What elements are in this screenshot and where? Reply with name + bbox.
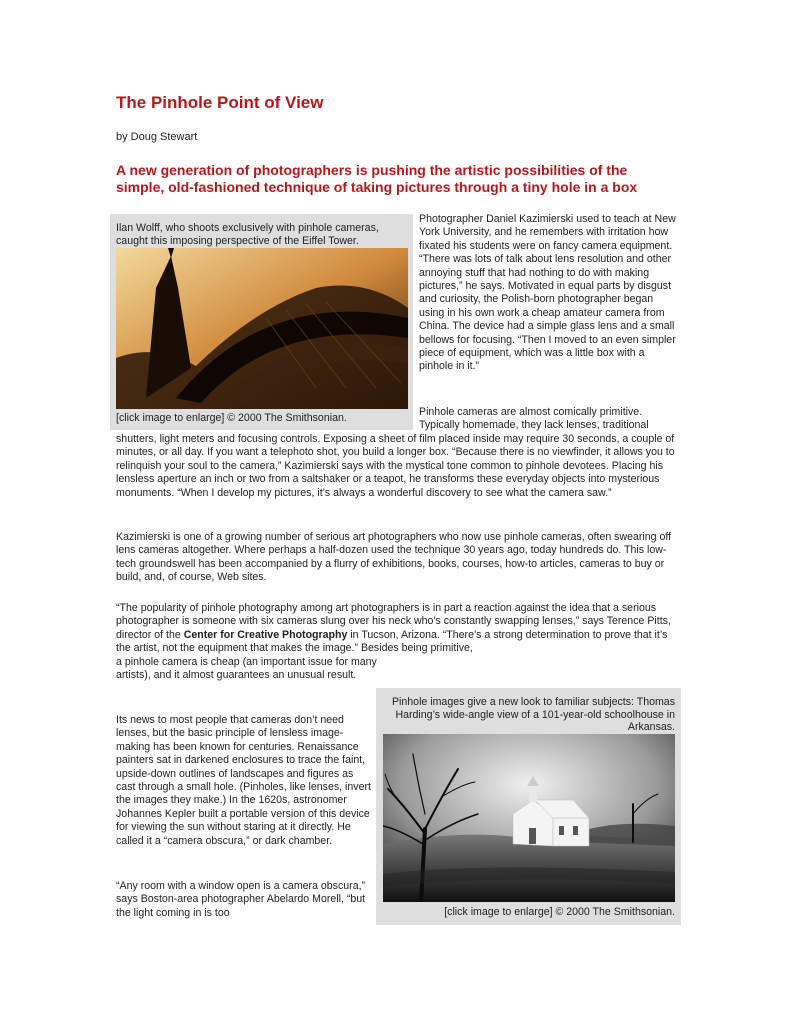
figure-schoolhouse-caption: Pinhole images give a new look to familiar subjects: Thomas Harding’s wide-angle view of a 101-year-old schoolhouse in Arkansas. xyxy=(391,696,675,734)
figure-eiffel xyxy=(110,214,413,430)
figure-eiffel-credit[interactable]: [click image to enlarge] © 2000 The Smithsonian. xyxy=(116,412,347,424)
eiffel-photo[interactable] xyxy=(116,248,408,409)
paragraph-4-text-a: “The popularity of pinhole photography among art photographers is in part a reaction against the idea that a serious photographer is someone with six cameras slung over his neck who’s constantly swapping lenses,” says Terence Pitts, director of the xyxy=(116,602,671,641)
article-title: The Pinhole Point of View xyxy=(116,93,324,112)
paragraph-4 xyxy=(116,602,676,656)
figure-eiffel-caption: Ilan Wolff, who shoots exclusively with pinhole cameras, caught this imposing perspective of the Eiffel Tower. xyxy=(116,222,379,247)
figure-schoolhouse xyxy=(376,688,681,925)
paragraph-3: Kazimierski is one of a growing number of serious art photographers who now use pinhole cameras, often swearing off lens cameras altogether. Where perhaps a half-dozen used the technique 30 years ago, today hundreds do. This low-tech groundswell has been accompanied by a flurry of exhibitions, books, courses, how-to articles, cameras to buy or build, and, of course, Web sites. xyxy=(116,531,672,584)
figure-schoolhouse-credit[interactable]: [click image to enlarge] © 2000 The Smithsonian. xyxy=(444,906,675,918)
paragraph-2: shutters, light meters and focusing controls. Exposing a sheet of film placed inside may require 30 seconds, a couple of minutes, or all day. If you want a telephoto shot, you build a longer box. “Because there is no viewfinder, it allows you to relinquish your soul to the camera,” Kazimierski says with the mystical tone common to pinhole devotees. Placing his lensless aperture an inch or two from a saltshaker or a teapot, he transforms these everyday objects into mysterious monuments. “When I develop my pictures, it’s always a wonderful discovery to see what the camera saw.” xyxy=(116,433,675,499)
paragraph-6: “Any room with a window open is a camera obscura,” says Boston-area photographer Abelardo Morell, “but the light coming in is too xyxy=(116,880,366,919)
article-subhead: A new generation of photographers is pushing the artistic possibilities of the simple, old-fashioned technique of taking pictures through a tiny hole in a box xyxy=(116,162,638,195)
paragraph-2-start: Pinhole cameras are almost comically primitive. Typically homemade, they lack lenses, traditional xyxy=(419,406,649,432)
byline: by Doug Stewart xyxy=(116,131,198,143)
schoolhouse-photo[interactable] xyxy=(383,734,675,902)
paragraph-4-text-b: in Tucson, Arizona. “There’s a strong determination to prove that it’s the artist, not the equipment that makes the image.” Besides being primitive, xyxy=(116,628,668,655)
center-for-creative-photography-link[interactable]: Center for Creative Photography xyxy=(183,628,348,641)
paragraph-5: Its news to most people that cameras don’t need lenses, but the basic principle of lensless image-making has been known for centuries. Renaissance painters sat in darkened enclosures to trace the faint, upside-down outlines of landscapes and figures as cast through a small hole. (Pinholes, like lenses, invert the images they make.) In the 1620s, astronomer Johannes Kepler built a portable version of this device for viewing the sun without staring at it directly. He called it a “camera obscura,” or dark chamber. xyxy=(116,714,371,847)
paragraph-4-continued: a pinhole camera is cheap (an important issue for many artists), and it almost guarantees an unusual result. xyxy=(116,656,377,682)
paragraph-1: Photographer Daniel Kazimierski used to teach at New York University, and he remembers with irritation how fixated his students were on fancy camera equipment. “There was lots of talk about lens resolution and other annoying stuff that had nothing to do with making pictures,” he says. Motivated in equal parts by disgust and curiosity, the Polish-born photographer began using in his own work a cheap amateur camera from China. The device had a simple glass lens and a small bellows for focusing. “Then I moved to an even simpler piece of equipment, which was a little box with a pinhole in it.” xyxy=(419,213,676,373)
